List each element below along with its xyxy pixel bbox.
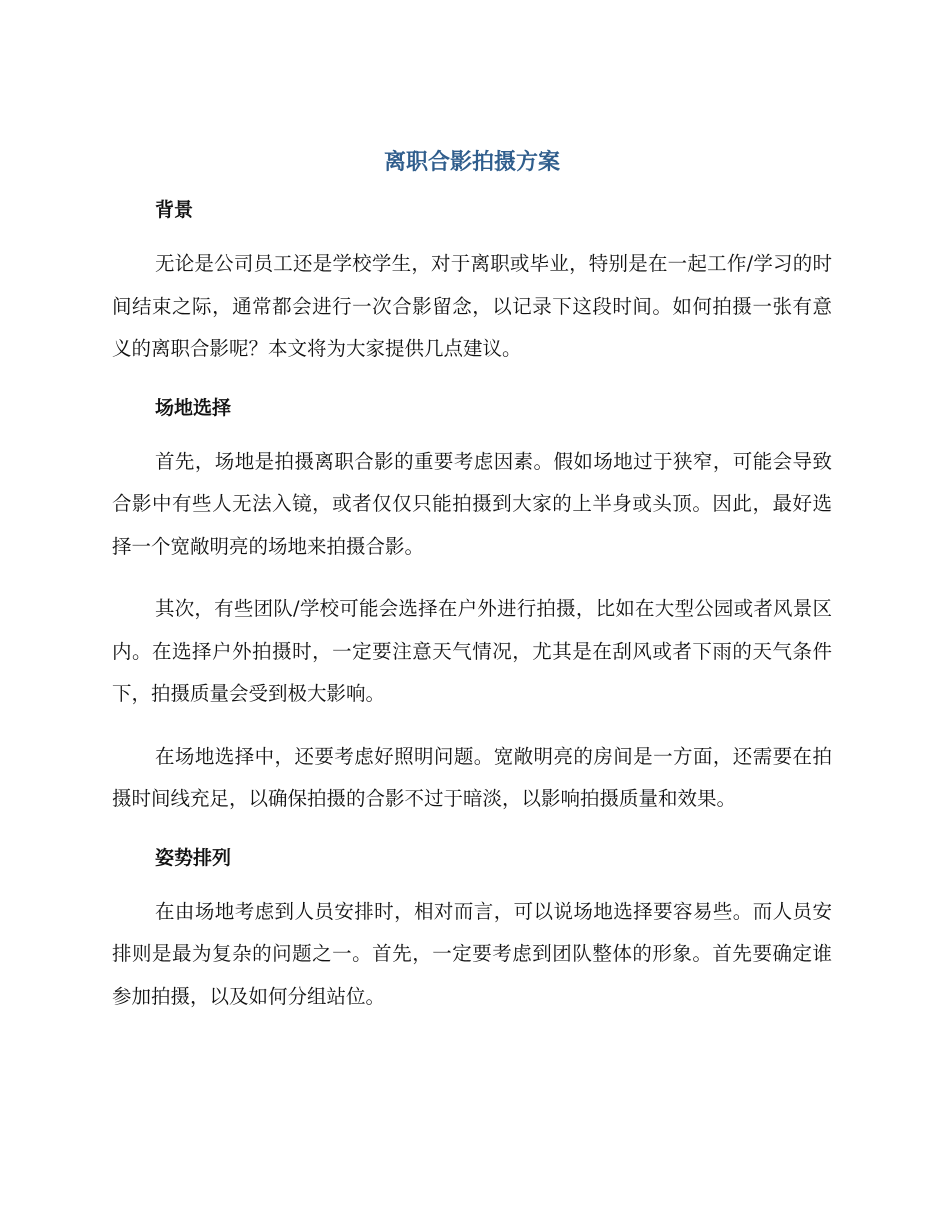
paragraph-background-1: 无论是公司员工还是学校学生，对于离职或毕业，特别是在一起工作/学习的时间结束之际，通常都会进行一次合影留念，以记录下这段时间。如何拍摄一张有意义的离职合影呢？本文将为大家提供几点建议。 xyxy=(112,252,832,360)
section-heading-posing: 姿势排列 xyxy=(155,846,232,869)
section-heading-background: 背景 xyxy=(155,199,194,221)
document-body xyxy=(112,143,832,1018)
paragraph-venue-3: 在场地选择中，还要考虑好照明问题。宽敞明亮的房间是一方面，还需要在拍摄时间线充足，以确保拍摄的合影不过于暗淡，以影响拍摄质量和效果。 xyxy=(112,744,832,810)
paragraph-venue-1: 首先，场地是拍摄离职合影的重要考虑因素。假如场地过于狭窄，可能会导致合影中有些人无法入镜，或者仅仅只能拍摄到大家的上半身或头顶。因此，最好选择一个宽敞明亮的场地来拍摄合影。 xyxy=(112,449,832,558)
document-title: 离职合影拍摄方案 xyxy=(383,150,560,175)
paragraph-posing-1: 在由场地考虑到人员安排时，相对而言，可以说场地选择要容易些。而人员安排则是最为复杂的问题之一。首先，一定要考虑到团队整体的形象。首先要确定谁参加拍摄，以及如何分组站位。 xyxy=(112,899,832,1008)
paragraph-venue-2: 其次，有些团队/学校可能会选择在户外进行拍摄，比如在大型公园或者风景区内。在选择户外拍摄时，一定要注意天气情况，尤其是在刮风或者下雨的天气条件下，拍摄质量会受到极大影响。 xyxy=(112,597,832,705)
section-heading-venue: 场地选择 xyxy=(155,396,232,419)
